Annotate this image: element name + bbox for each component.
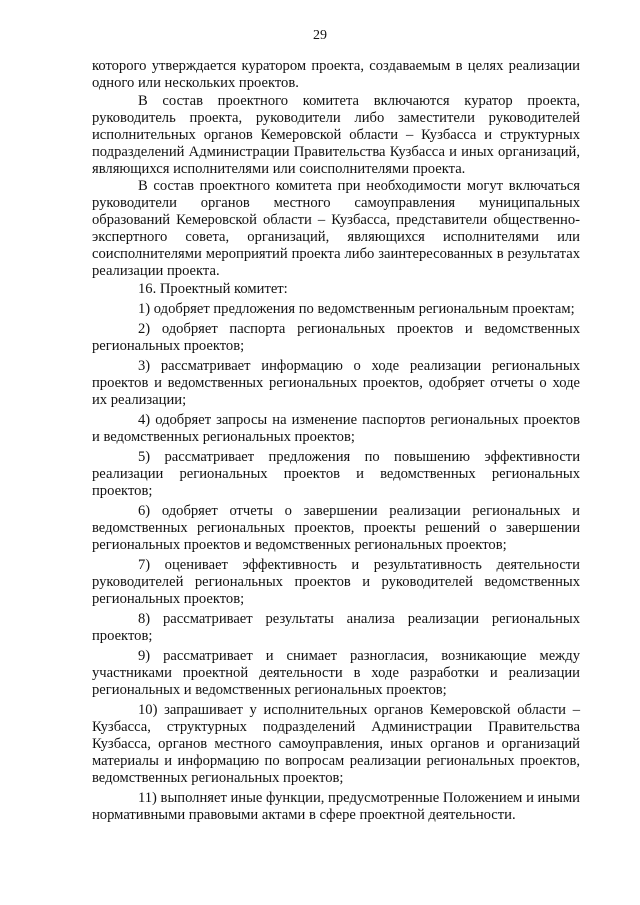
list-item-5: 5) рассматривает предложения по повышению эффективности реализации региональных проектов и ведомственных региональных проектов;: [92, 448, 580, 499]
paragraph-continuation: которого утверждается куратором проекта, создаваемым в целях реализации одного или нескольких проектов.: [92, 58, 580, 91]
list-item-8: 8) рассматривает результаты анализа реализации региональных проектов;: [92, 610, 580, 644]
list-item-1: 1) одобряет предложения по ведомственным региональным проектам;: [138, 300, 575, 317]
section-16-heading: 16. Проектный комитет:: [138, 280, 288, 297]
list-item-3: 3) рассматривает информацию о ходе реализации региональных проектов и ведомственных региональных проектов, одобряет отчеты о ходе их реализации;: [92, 357, 580, 408]
list-item-7: 7) оценивает эффективность и результативность деятельности руководителей региональных проектов и руководителей ведомственных региональных проектов;: [92, 556, 580, 607]
list-item-11: 11) выполняет иные функции, предусмотренные Положением и иными нормативными правовыми актами в сфере проектной деятельности.: [92, 789, 580, 823]
list-item-10: 10) запрашивает у исполнительных органов Кемеровской области – Кузбасса, структурных подразделений Администрации Правительства Кузбасса, органов местного самоуправления, иных органов и организаций материалы и информацию по вопросам реализации региональных проектов, ведомственных региональных проектов;: [92, 701, 580, 786]
paragraph-committee-composition: В состав проектного комитета включаются куратор проекта, руководитель проекта, руководители либо заместители руководителей исполнительных органов Кемеровской области – Кузбасса и структурных подразделений Администрации Правительства Кузбасса и иных организаций, являющихся исполнителями или соисполнителями проекта.: [92, 92, 580, 177]
list-item-2: 2) одобряет паспорта региональных проектов и ведомственных региональных проектов;: [92, 320, 580, 354]
paragraph-optional-members: В состав проектного комитета при необходимости могут включаться руководители органов местного самоуправления муниципальных образований Кемеровской области – Кузбасса, представители общественно-экспертного совета, организаций, являющихся исполнителями или соисполнителями мероприятий проекта либо заинтересованных в результатах реализации проекта.: [92, 178, 580, 279]
page-number: 29: [313, 28, 327, 43]
list-item-4: 4) одобряет запросы на изменение паспортов региональных проектов и ведомственных региональных проектов;: [92, 411, 580, 445]
list-item-6: 6) одобряет отчеты о завершении реализации региональных и ведомственных региональных проектов, проекты решений о завершении региональных проектов и ведомственных региональных проектов;: [92, 502, 580, 553]
document-body: [92, 58, 580, 824]
list-item-9: 9) рассматривает и снимает разногласия, возникающие между участниками проектной деятельности в ходе разработки и реализации региональных и ведомственных региональных проектов;: [92, 647, 580, 698]
